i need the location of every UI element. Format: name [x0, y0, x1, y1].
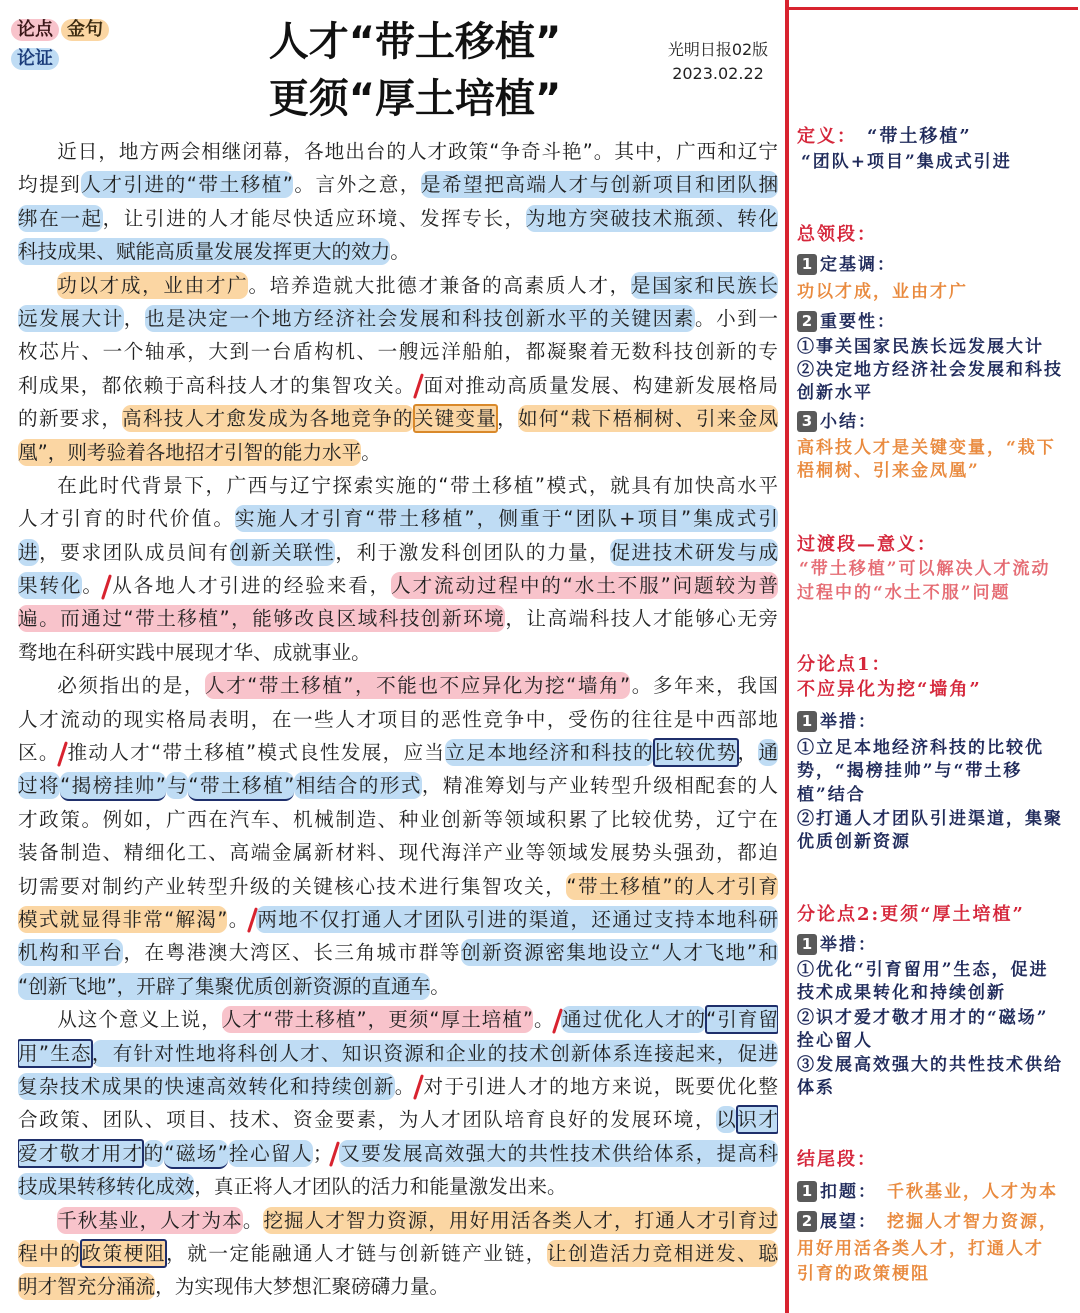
text-run: 。 [361, 440, 381, 464]
note-line: 过程中的“水土不服”问题 [797, 583, 1011, 603]
highlight-blue: 绑在一起 [18, 206, 103, 230]
highlight-blue: 技成果转移转化成效 [18, 1175, 195, 1199]
article-body [18, 135, 778, 1304]
text-run: 枚芯片、一个轴承，大到一台盾构机、一艘远洋船舶，都凝聚着无数科技创新的专 [18, 340, 778, 364]
text-run: 。 [242, 1208, 264, 1232]
text-run: 近日，地方两会相继闭幕，各地出台的人才政策“争奇斗艳”。其中，广西和辽宁 [57, 140, 778, 163]
text-run: 的新要求， [18, 407, 123, 431]
note-line: ③发展高效强大的共性技术供给 [797, 1055, 1063, 1075]
underlined-term: “磁场” [164, 1140, 227, 1169]
highlight-blue: 机构和平台 [18, 941, 124, 965]
text-run: 在此时代背景下，广西与辽宁探索实施的“带土移植”模式，就具有加快高水平 [57, 473, 778, 497]
article-line [18, 870, 778, 903]
highlight-orange: 功以才成，业由才广 [57, 273, 249, 297]
highlight-blue: 是希望把高端人才与创新项目和团队捆 [420, 173, 778, 197]
note-line: ①立足本地经济科技的比较优 [797, 738, 1044, 758]
boxed-term: 识才 [737, 1108, 778, 1132]
text-run: 对于引进人才的地方来说，既要优化整 [422, 1074, 778, 1098]
text-run: 。 [430, 974, 450, 998]
intro-item-3 [797, 411, 877, 433]
article-line [18, 302, 778, 335]
article-line [18, 836, 778, 869]
highlight-blue: 复杂技术成果的快速高效转化和持续创新 [18, 1074, 395, 1098]
highlight-blue: 促进技术研发与成 [610, 540, 778, 564]
article-paragraph [18, 135, 778, 269]
text-run: ，就一定能融通人才链与创新链产业链， [166, 1241, 547, 1265]
item-inline-text: 挖掘人才智力资源， [887, 1212, 1058, 1232]
highlight-orange: 如何“栽下梧桐树、引来金凤 [517, 407, 778, 431]
article-line [18, 269, 778, 302]
notes-panel [795, 0, 1078, 1313]
text-run: 。 [82, 574, 104, 598]
highlight-orange: 高科技人才愈发成为各地竞争的 [122, 407, 414, 431]
note-line: ②决定地方经济社会发展和科技 [797, 360, 1063, 380]
point1-label: 分论点1： [797, 654, 892, 675]
article-line [18, 235, 778, 268]
text-run: 。多年来，我国 [630, 674, 778, 698]
note-line: ②打通人才团队引进渠道，集聚 [797, 809, 1063, 829]
highlight-blue: 也是决定一个地方经济社会发展和科技创新水平的关键因素 [144, 306, 695, 330]
intro-label: 总领段： [797, 224, 877, 245]
note-line: 功以才成，业由才广 [797, 282, 968, 302]
item-head: 展望： [820, 1212, 877, 1232]
text-run: 。小到一 [694, 306, 778, 330]
boxed-term: “引育留 [706, 1008, 778, 1032]
article-line [18, 936, 778, 969]
highlight-blue: 果转化 [18, 574, 83, 598]
highlight-blue: 人才引进的“带土移植” [81, 173, 293, 197]
note-line: 体系 [797, 1078, 835, 1098]
highlight-blue: 创新资源密集地设立“人才飞地”和 [460, 941, 778, 965]
article-line [18, 402, 778, 435]
highlight-blue: 拴心留人 [227, 1141, 313, 1165]
ending-item-2 [797, 1211, 1058, 1233]
number-badge: 2 [797, 311, 817, 332]
highlight-blue: 过将 [18, 774, 61, 798]
text-run: 区。 [18, 741, 60, 765]
highlight-orange: 明才智充分涌流 [18, 1275, 156, 1299]
article-paragraph [18, 669, 778, 1003]
article-line [18, 1037, 778, 1070]
article-line [18, 168, 778, 201]
item-head: 小结： [820, 412, 877, 432]
article-line [18, 502, 778, 535]
number-badge: 1 [797, 254, 817, 275]
highlight-orange: “带土移植”的人才引育 [566, 874, 778, 898]
number-badge: 3 [797, 411, 817, 432]
text-run: ； [312, 1141, 333, 1165]
legend-quote-pill: 金句 [61, 19, 109, 41]
text-run: ，为实现伟大梦想汇聚磅礴力量。 [155, 1275, 450, 1299]
text-run: 利成果，都依赖于高科技人才的集智攻关。 [18, 373, 416, 397]
highlight-blue: 是国家和民族长 [630, 273, 778, 297]
article-title [245, 14, 585, 128]
text-run: ，精准筹划与产业转型升级相配套的人 [421, 774, 778, 798]
highlight-blue: 又要发展高效强大的共性技术供给体系，提高科 [338, 1141, 778, 1165]
text-run: 。言外之意， [292, 173, 421, 197]
text-run: ， [123, 306, 145, 330]
note-line: “带土移植”可以解决人才流动 [799, 559, 1051, 579]
article-line [18, 1204, 778, 1237]
item-head: 重要性： [820, 312, 896, 332]
article-line [18, 769, 778, 802]
item-head: 举措： [820, 712, 877, 732]
highlight-blue: 与 [165, 774, 189, 798]
item-head: 扣题： [820, 1182, 877, 1202]
highlight-pink: 人才“带土移植”，更须“厚土培植” [221, 1008, 533, 1032]
article-line [18, 135, 778, 168]
text-run: 推动人才“带土移植”模式良性发展，应当 [66, 741, 446, 765]
text-run: 装备制造、精细化工、高端金属新材料、现代海洋产业等领域发展势头强劲，都迫 [18, 841, 778, 865]
article-line [18, 1103, 778, 1136]
note-line: 势，“揭榜挂帅”与“带土移 [797, 761, 1023, 781]
highlight-blue: 创新关联性 [229, 540, 336, 564]
transition-label: 过渡段—意义： [797, 534, 937, 555]
intro-item-1 [797, 254, 896, 276]
column-divider [785, 0, 789, 1313]
definition-meaning: “团队+项目”集成式引进 [801, 152, 1012, 172]
boxed-term: 政策梗阻 [81, 1241, 167, 1265]
article-line [18, 636, 778, 669]
highlight-blue: 相结合的形式 [294, 774, 422, 798]
point1-title: 不应异化为挖“墙角” [797, 679, 982, 700]
boxed-term: 比较优势 [654, 741, 738, 765]
definition-term: “带土移植” [867, 126, 972, 147]
article-paragraph [18, 269, 778, 469]
article-line [18, 335, 778, 368]
point2-label: 分论点2:更须“厚土培植” [797, 904, 1025, 925]
text-run: 。 [227, 907, 250, 931]
article-line [18, 536, 778, 569]
highlight-blue: 两地不仅打通人才团队引进的渠道，还通过支持本地科研 [256, 907, 778, 931]
ending-label: 结尾段： [797, 1149, 877, 1170]
article-line [18, 669, 778, 702]
text-run: ，真正将人才团队的活力和能量激发出来。 [194, 1175, 567, 1199]
highlight-blue: 科技成果、赋能高质量发展发挥更大的效力 [18, 240, 391, 264]
text-run: 面对推动高质量发展、构建新发展格局 [422, 373, 778, 397]
article-line [18, 970, 778, 1003]
definition-row [797, 126, 972, 148]
point1-item-1 [797, 711, 877, 733]
boxed-term: 关键变量 [413, 407, 498, 431]
point2-item-1 [797, 934, 877, 956]
highlight-blue: 实施人才引育“带土移植”，侧重于“团队+项目”集成式引 [235, 507, 778, 531]
text-run: 人才流动的现实格局表明，在一些人才项目的恶性竞争中，受伤的往往是中西部地 [18, 707, 778, 731]
text-run: 均提到 [18, 173, 82, 197]
article-line [18, 903, 778, 936]
boxed-term: 爱才敬才用才 [18, 1141, 144, 1165]
text-run: 。 [394, 1074, 416, 1098]
highlight-blue: 进 [18, 540, 40, 564]
article-line [18, 569, 778, 602]
note-line: 引育的政策梗阻 [797, 1264, 930, 1284]
legend-evidence-pill: 论证 [11, 48, 59, 70]
text-run: ，要求团队成员间有 [39, 540, 230, 564]
note-line: ①事关国家民族长远发展大计 [797, 337, 1044, 357]
article-line [18, 803, 778, 836]
number-badge: 2 [797, 1211, 817, 1232]
text-run: 从各地人才引进的经验来看， [110, 574, 392, 598]
text-run: ，让高端科技人才能够心无旁 [505, 607, 778, 631]
note-line: 高科技人才是关键变量，“栽下 [797, 438, 1056, 458]
article-line [18, 1270, 778, 1303]
article-line [18, 369, 778, 402]
underlined-term: “揭榜挂帅” [60, 772, 166, 801]
highlight-blue: 远发展大计 [18, 306, 124, 330]
text-run: ， [737, 741, 759, 765]
note-line: 梧桐树、引来金凤凰” [797, 461, 980, 481]
highlight-blue: 立足本地经济和科技的 [445, 741, 655, 765]
note-line: 用好用活各类人才，打通人才 [797, 1239, 1044, 1259]
highlight-orange: 凰”，则考验着各地招才引智的能力水平 [18, 440, 362, 464]
item-inline-text: 千秋基业，人才为本 [887, 1182, 1058, 1202]
article-line [18, 469, 778, 502]
highlight-pink: 千秋基业，人才为本 [57, 1208, 243, 1232]
highlight-blue: 通过优化人才的 [561, 1008, 707, 1032]
highlight-blue: 以 [716, 1108, 738, 1132]
boxed-term: 用”生态 [18, 1041, 92, 1065]
article-source [662, 38, 774, 86]
highlight-blue: 为地方突破技术瓶颈、转化 [525, 206, 778, 230]
underlined-term: “带土移植” [188, 772, 294, 801]
article-line [18, 1070, 778, 1103]
article-line [18, 1237, 778, 1270]
text-run: ， [497, 407, 518, 431]
text-run: 人才引育的时代价值。 [18, 507, 236, 531]
highlight-pink: 人才流动过程中的“水土不服”问题较为普 [391, 574, 778, 598]
highlight-orange: 让创造活力竞相迸发、聪 [546, 1241, 778, 1265]
source-date: 2023.02.22 [672, 64, 764, 83]
highlight-pink: 人才“带土移植”，不能也不应异化为挖“墙角” [204, 674, 631, 698]
text-run: ，让引进的人才能尽快适应环境、发挥专长， [102, 206, 526, 230]
note-line: ②识才爱才敬才用才的“磁场” [797, 1008, 1049, 1028]
highlight-pink: 遍。而通过“带土移植”，能够改良区域科技创新环境 [18, 607, 506, 631]
item-head: 定基调： [820, 255, 896, 275]
article-line [18, 1003, 778, 1036]
article-paragraph [18, 469, 778, 669]
note-line: ①优化“引育留用”生态，促进 [797, 960, 1049, 980]
text-run: 。 [390, 240, 410, 264]
text-run: 。 [532, 1008, 555, 1032]
text-run: 才政策。例如，广西在汽车、机械制造、种业创新等领域积累了比较优势，辽宁在 [18, 807, 778, 831]
highlight-blue: 通 [758, 741, 778, 765]
article-line [18, 1170, 778, 1203]
text-run: ，在粤港澳大湾区、长三角城市群等 [123, 941, 461, 965]
title-line-1: 人才“带土移植” [268, 19, 562, 65]
number-badge: 1 [797, 1181, 817, 1202]
highlight-orange: 模式就显得非常“解渴” [18, 907, 228, 931]
article-line [18, 202, 778, 235]
article-line [18, 736, 778, 769]
note-line: 拴心留人 [797, 1031, 873, 1051]
article-line [18, 436, 778, 469]
note-line: 创新水平 [797, 383, 873, 403]
text-run: 切需要对制约产业转型升级的关键核心技术进行集智攻关， [18, 874, 567, 898]
article-line [18, 703, 778, 736]
ending-item-1 [797, 1181, 1058, 1203]
text-run: 必须指出的是， [57, 674, 205, 698]
text-run: 合政策、团队、项目、技术、资金要素，为人才团队培育良好的发展环境， [18, 1108, 717, 1132]
highlight-orange: 挖掘人才智力资源，用好用活各类人才，打通人才引育过 [263, 1208, 778, 1232]
item-head: 举措： [820, 935, 877, 955]
text-run: ，利于激发科创团队的力量， [335, 540, 611, 564]
article-line [18, 602, 778, 635]
article-paragraph [18, 1003, 778, 1203]
definition-label: 定义： [797, 126, 857, 147]
highlight-blue: ，有针对性地将科创人才、知识资源和企业的技术创新体系连接起来，促进 [91, 1041, 778, 1065]
note-line: 技术成果转化和持续创新 [797, 983, 1006, 1003]
intro-item-2 [797, 311, 896, 333]
text-run: 。培养造就大批德才兼备的高素质人才， [248, 273, 631, 297]
article-paragraph [18, 1204, 778, 1304]
legend-point-pill: 论点 [11, 19, 59, 41]
note-line: 优质创新资源 [797, 832, 911, 852]
highlight-blue: 的 [143, 1141, 165, 1165]
highlight-orange: 程中的 [18, 1241, 82, 1265]
title-line-2: 更须“厚土培植” [268, 76, 562, 122]
article-line [18, 1137, 778, 1170]
note-line: 植”结合 [797, 785, 866, 805]
text-run: 骛地在科研实践中展现才华、成就事业。 [18, 640, 371, 664]
source-paper: 光明日报02版 [667, 40, 769, 59]
number-badge: 1 [797, 711, 817, 732]
number-badge: 1 [797, 934, 817, 955]
highlight-blue: “创新飞地”，开辟了集聚优质创新资源的直通车 [18, 974, 431, 998]
text-run: 从这个意义上说， [57, 1008, 222, 1032]
